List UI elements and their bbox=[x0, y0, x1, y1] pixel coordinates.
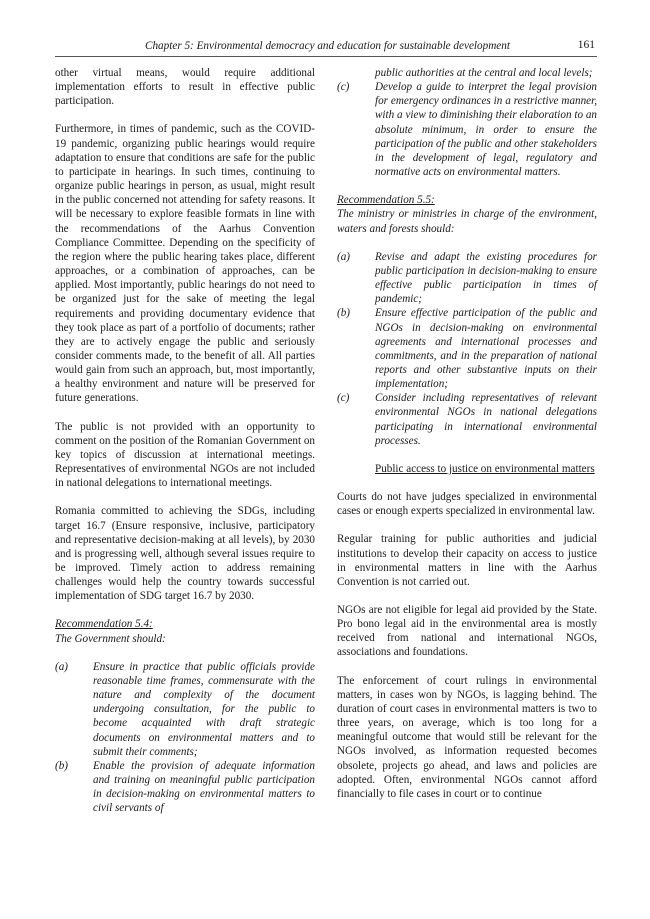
recommendation-intro: The ministry or ministries in charge of the environment, waters and forests should: bbox=[337, 208, 597, 235]
item-text: Consider including representatives of relevant environmental NGOs in national delegations participating in international environmental processes. bbox=[375, 392, 597, 447]
paragraph: other virtual means, would require additional implementation efforts to result in effective public participation. bbox=[55, 67, 315, 108]
paragraph: The enforcement of court rulings in environmental matters, in cases won by NGOs, is lagging behind. The duration of court cases in environmental matters is two to three years, on average, which is too long for a meaningful outcome that would still be relevant for the NGOs involved, as information requested becomes obsolete, projects go ahead, and laws and policies are adopted. Often, environmental NGOs cannot afford financially to file cases in court or to continue bbox=[337, 674, 597, 800]
recommendation-item bbox=[337, 80, 597, 179]
paragraph: NGOs are not eligible for legal aid provided by the State. Pro bono legal aid in the environmental area is mostly received from national and international NGOs, associations and foundations. bbox=[337, 604, 597, 659]
recommendation-item bbox=[337, 391, 597, 448]
right-column bbox=[337, 66, 597, 815]
recommendation-item bbox=[55, 759, 315, 816]
running-header bbox=[55, 36, 597, 57]
paragraph: Romania committed to achieving the SDGs, including target 16.7 (Ensure responsive, inclusive, participatory and representative decision-making at all levels), by 2030 and is progressing well, although several issues require to be improved. Timely action to address remaining challenges would help the country towards successful implementation of SDG target 16.7 by 2030. bbox=[55, 505, 315, 603]
item-text: Ensure effective participation of the public and NGOs in decision-making on environmental agreements and international processes and commitments, and in the preparation of national reports and other substantive inputs on their implementation; bbox=[375, 307, 597, 391]
recommendation-intro: The Government should: bbox=[55, 632, 166, 645]
left-column bbox=[55, 66, 315, 816]
recommendation-item bbox=[337, 306, 597, 391]
section-heading: Public access to justice on environmental matters bbox=[375, 462, 595, 475]
recommendation-item bbox=[55, 660, 315, 759]
item-text: Develop a guide to interpret the legal provision for emergency ordinances in a restrictive manner, with a view to diminishing their elaboration to an absolute minimum, in order to ensure the participation of the public and other stakeholders in the development of legal, regulatory and normative acts on environmental matters. bbox=[375, 81, 597, 179]
item-label: (c) bbox=[337, 392, 350, 405]
item-text: Revise and adapt the existing procedures for public participation in decision-making to ensure effective public participation in times of pandemic; bbox=[375, 250, 597, 306]
item-text: Ensure in practice that public officials provide reasonable time frames, commensurate with the nature and complexity of the document undergoing consultation, for the public to become acquainted with draft strategic documents on environmental matters and to submit their comments; bbox=[93, 660, 315, 758]
item-label: (b) bbox=[337, 307, 350, 320]
chapter-title: Chapter 5: Environmental democracy and education for sustainable development bbox=[145, 40, 510, 52]
item-continuation: public authorities at the central and local levels; bbox=[375, 67, 593, 79]
recommendation-heading: Recommendation 5.5: bbox=[337, 194, 435, 207]
paragraph: Furthermore, in times of pandemic, such as the COVID-19 pandemic, organizing public hearings would require adaptation to ensure that conditions are safe for the public to participate in hearings. In such times, continuing to organize public hearings in person, as usual, might result in the public concerned not attending for safety reasons. It will be necessary to explore feasible formats in line with the recommendations of the Aarhus Convention Compliance Committee. Depending on the specificity of the region where the public hearing takes place, different approaches, or a combination of approaches, can be applied. Most importantly, public hearings do not need to be organized just for the sake of meeting the legal requirements and providing documentary evidence that they took place as part of a portfolio of documents; rather they are to actively engage the public and seriously consider comments made, to the benefit of all. All parties would gain from such an approach, but, most importantly, a healthy environment and nature will be preserved for future generations. bbox=[55, 123, 315, 405]
item-text: Enable the provision of adequate information and training on meaningful public participation in decision-making on environmental matters to civil servants of bbox=[93, 759, 315, 815]
paragraph: The public is not provided with an opportunity to comment on the position of the Romanian Government on key topics of discussion at international meetings. Representatives of environmental NGOs are not included in national delegations to international meetings. bbox=[55, 420, 315, 490]
item-label: (a) bbox=[55, 660, 68, 673]
recommendation-item bbox=[337, 250, 597, 307]
item-label: (a) bbox=[337, 250, 350, 263]
item-label: (c) bbox=[337, 81, 350, 94]
paragraph: Regular training for public authorities and judicial institutions to develop their capacity on access to justice in environmental matters in line with the Aarhus Convention is not carried out. bbox=[337, 533, 597, 588]
item-label: (b) bbox=[55, 759, 68, 772]
page-number: 161 bbox=[577, 39, 595, 51]
recommendation-heading: Recommendation 5.4: bbox=[55, 618, 153, 631]
paragraph: Courts do not have judges specialized in environmental cases or enough experts specialized in environmental law. bbox=[337, 491, 597, 518]
